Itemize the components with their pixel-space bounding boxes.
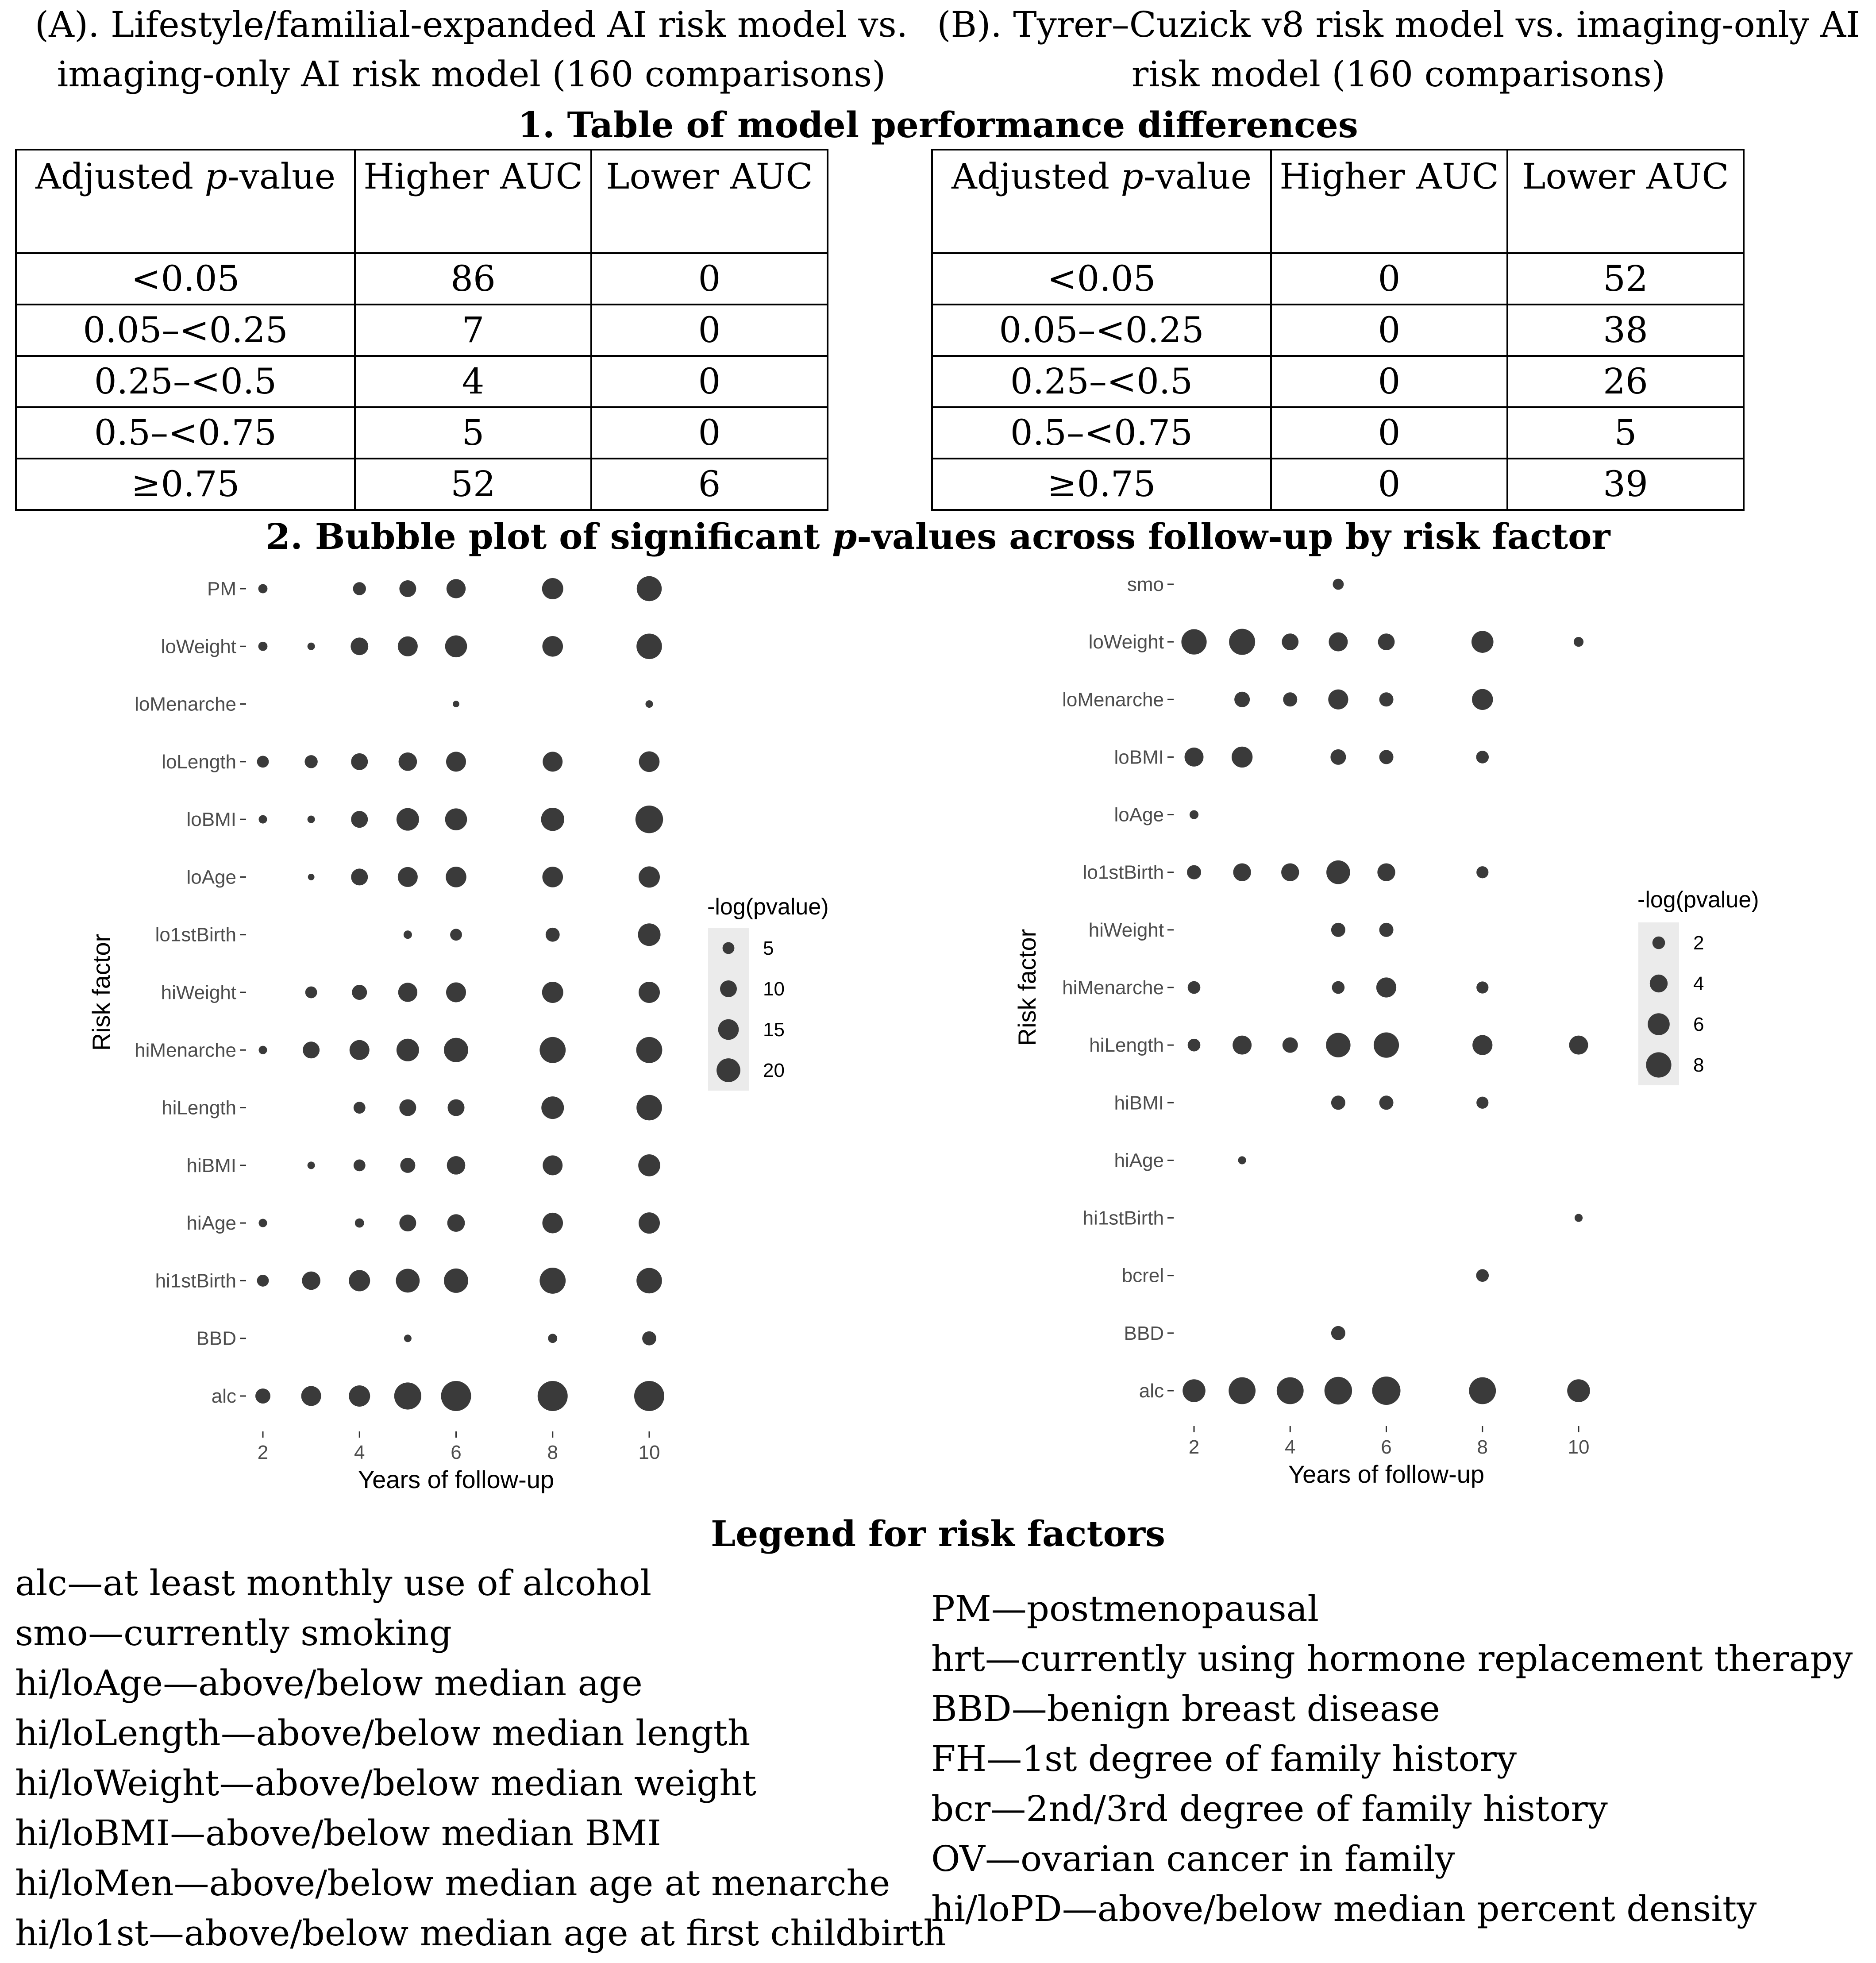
bubble-point <box>349 1270 370 1291</box>
y-tick-label: hiMenarche <box>1062 977 1164 999</box>
bubble-point <box>1233 864 1251 881</box>
lower-auc-cell: 26 <box>1507 356 1744 407</box>
size-legend-label: 8 <box>1693 1054 1704 1076</box>
pvalue-range-cell: 0.5–<0.75 <box>932 407 1271 459</box>
bubble-point <box>446 867 466 887</box>
table-row <box>16 407 828 459</box>
bubble-point <box>1472 1035 1492 1055</box>
bubble-point <box>1472 689 1493 710</box>
size-legend-bubble <box>1650 975 1668 992</box>
higher-auc-cell: 0 <box>1271 459 1507 510</box>
bubble-chart-a <box>0 562 934 1509</box>
bubble-point <box>542 636 563 657</box>
bubble-point <box>1190 810 1198 819</box>
bubble-point <box>646 700 653 708</box>
bubble-point <box>636 806 663 833</box>
legend-item: hi/loAge—above/below median age <box>15 1662 643 1704</box>
y-tick-label: bcrel <box>1121 1265 1164 1287</box>
x-tick-label: 6 <box>1381 1436 1392 1458</box>
table-row <box>932 305 1744 356</box>
bubble-point <box>450 929 462 941</box>
bubble-point <box>259 1219 267 1227</box>
header-adjusted-p: Adjusted p-value <box>932 150 1271 253</box>
bubble-point <box>350 1040 370 1060</box>
bubble-point <box>542 1213 563 1234</box>
header-higher-auc: Higher AUC <box>1271 150 1507 253</box>
bubble-point <box>445 808 467 830</box>
legend-item: BBD—benign breast disease <box>931 1688 1440 1729</box>
bubble-point <box>1331 1095 1345 1110</box>
y-tick-label: loAge <box>1114 804 1164 826</box>
pvalue-range-cell: <0.05 <box>932 253 1271 305</box>
bubble-point <box>448 1099 465 1116</box>
y-tick-label: alc <box>211 1385 236 1407</box>
bubble-point <box>258 584 268 594</box>
bubble-point <box>1229 1377 1256 1404</box>
bubble-point <box>447 1214 465 1232</box>
y-tick-label: loMenarche <box>135 693 236 715</box>
y-tick-label: hi1stBirth <box>155 1270 236 1292</box>
bubble-point <box>446 983 466 1003</box>
bubble-point <box>1238 1156 1246 1164</box>
bubble-point <box>353 582 366 595</box>
bubble-point <box>444 1269 468 1293</box>
pvalue-range-cell: ≥0.75 <box>932 459 1271 510</box>
bubble-point <box>308 874 315 880</box>
bubble-point <box>349 1385 370 1407</box>
legend-item: hi/lo1st—above/below median age at first childbirth <box>15 1913 946 1954</box>
bubble-point <box>1185 748 1204 767</box>
bubble-point <box>308 816 315 823</box>
header-lower-auc: Lower AUC <box>1507 150 1744 253</box>
higher-auc-cell: 5 <box>355 407 591 459</box>
legend-item: smo—currently smoking <box>15 1612 452 1654</box>
lower-auc-cell: 6 <box>591 459 828 510</box>
bubble-point <box>1183 1379 1206 1402</box>
y-tick-label: hiMenarche <box>135 1039 236 1061</box>
bubble-point <box>399 1215 416 1231</box>
bubble-point <box>1333 579 1344 590</box>
x-tick-label: 2 <box>257 1442 269 1463</box>
bubble-point <box>258 642 268 651</box>
bubble-point <box>399 1099 416 1116</box>
bubble-point <box>542 982 563 1003</box>
bubble-point <box>255 1388 270 1404</box>
bubble-point <box>1234 692 1250 707</box>
bubble-point <box>1379 923 1394 937</box>
bubble-point <box>1378 633 1395 650</box>
y-tick-label: loWeight <box>161 636 236 658</box>
bubble-point <box>1283 1037 1298 1053</box>
pvalue-range-cell: 0.25–<0.5 <box>932 356 1271 407</box>
y-tick-label: hiLength <box>1089 1034 1164 1057</box>
bubble-point <box>542 867 563 887</box>
lower-auc-cell: 39 <box>1507 459 1744 510</box>
bubble-point <box>543 1155 562 1175</box>
size-legend-label: 20 <box>763 1060 785 1081</box>
table-row <box>16 253 828 305</box>
table-header-row <box>16 150 828 253</box>
bubble-point <box>639 1212 660 1234</box>
bubble-point <box>1377 864 1395 881</box>
higher-auc-cell: 4 <box>355 356 591 407</box>
table-row <box>932 407 1744 459</box>
size-legend-title: -log(pvalue) <box>707 894 829 920</box>
bubble-point <box>541 808 564 831</box>
bubble-point <box>636 1268 662 1294</box>
lower-auc-cell: 52 <box>1507 253 1744 305</box>
bubble-point <box>1326 1033 1350 1057</box>
y-tick-label: lo1stBirth <box>155 924 236 946</box>
bubble-point <box>1379 692 1394 706</box>
size-legend-bubble <box>1648 1013 1670 1035</box>
y-tick-label: loBMI <box>186 809 236 831</box>
pvalue-range-cell: 0.25–<0.5 <box>16 356 355 407</box>
bubble-point <box>259 1046 267 1054</box>
bubble-point <box>447 579 466 598</box>
section-2-title: 2. Bubble plot of significant p-values across follow-up by risk factor <box>266 516 1610 557</box>
bubble-point <box>1277 1377 1304 1404</box>
pvalue-range-cell: 0.05–<0.25 <box>16 305 355 356</box>
bubble-point <box>1569 1036 1588 1055</box>
table-row <box>16 305 828 356</box>
bubble-point <box>543 752 562 771</box>
size-legend-bubble <box>717 1058 740 1082</box>
bubble-point <box>636 633 662 659</box>
higher-auc-cell: 86 <box>355 253 591 305</box>
y-tick-label: hi1stBirth <box>1082 1207 1164 1229</box>
bubble-point <box>1329 632 1348 652</box>
bubble-point <box>1331 1326 1345 1340</box>
table-row <box>16 356 828 407</box>
bubble-point <box>404 930 412 939</box>
bubble-point <box>398 636 418 656</box>
higher-auc-cell: 7 <box>355 305 591 356</box>
y-axis-title: Risk factor <box>1013 929 1041 1046</box>
performance-table-b <box>931 149 1745 511</box>
bubble-point <box>302 1272 320 1290</box>
bubble-point <box>1232 747 1252 767</box>
higher-auc-cell: 52 <box>355 459 591 510</box>
bubble-point <box>634 1381 664 1411</box>
header-adjusted-p: Adjusted p-value <box>16 150 355 253</box>
bubble-point <box>1328 690 1348 710</box>
size-legend-label: 5 <box>763 937 774 959</box>
bubble-point <box>638 1154 660 1176</box>
legend-left-list <box>15 1558 946 1958</box>
legend-item: bcr—2nd/3rd degree of family history <box>931 1788 1608 1829</box>
bubble-point <box>352 985 367 1000</box>
table-row <box>932 253 1744 305</box>
y-tick-label: hiAge <box>186 1212 236 1234</box>
bubble-point <box>354 1102 366 1114</box>
bubble-point <box>1567 1379 1590 1402</box>
bubble-point <box>304 755 317 768</box>
y-tick-label: BBD <box>1124 1322 1164 1344</box>
bubble-point <box>636 1095 662 1121</box>
bubble-point <box>639 752 660 772</box>
lower-auc-cell: 0 <box>591 356 828 407</box>
x-tick-label: 4 <box>354 1442 365 1463</box>
y-tick-label: hiBMI <box>1114 1092 1164 1114</box>
legend-item: hi/loWeight—above/below median weight <box>15 1762 757 1804</box>
lower-auc-cell: 0 <box>591 253 828 305</box>
y-tick-label: hiLength <box>162 1097 236 1119</box>
y-tick-label: loLength <box>162 751 236 773</box>
bubble-point <box>1330 749 1346 765</box>
bubble-point <box>1469 1377 1496 1404</box>
bubble-point <box>548 1334 557 1343</box>
panel-a-title: (A). Lifestyle/familial-expanded AI risk model vs. imaging-only AI risk model (160 comparisons) <box>35 4 908 95</box>
bubble-point <box>639 982 660 1003</box>
x-axis-title: Years of follow-up <box>1288 1460 1485 1488</box>
lower-auc-cell: 38 <box>1507 305 1744 356</box>
bubble-point <box>542 578 563 599</box>
performance-table-a <box>15 149 828 511</box>
bubble-point <box>1374 1033 1399 1058</box>
table-header-row <box>932 150 1744 253</box>
x-tick-label: 6 <box>451 1442 462 1463</box>
legend-item: hi/loMen—above/below median age at menarche <box>15 1863 890 1904</box>
legend-item: PM—postmenopausal <box>931 1588 1319 1629</box>
x-axis-title: Years of follow-up <box>358 1466 555 1493</box>
bubble-point <box>397 808 419 831</box>
bubble-point <box>1332 981 1345 994</box>
legend-item: hi/loLength—above/below median length <box>15 1712 751 1754</box>
pvalue-range-cell: <0.05 <box>16 253 355 305</box>
bubble-point <box>1476 866 1488 878</box>
bubble-point <box>636 1037 663 1063</box>
bubble-point <box>1379 1095 1394 1110</box>
bubble-point <box>444 1038 468 1062</box>
pvalue-range-cell: ≥0.75 <box>16 459 355 510</box>
bubble-point <box>1281 864 1299 881</box>
bubble-point <box>351 753 368 770</box>
bubble-point <box>539 1268 566 1294</box>
table-row <box>932 459 1744 510</box>
bubble-point <box>1575 1214 1583 1222</box>
header-lower-auc: Lower AUC <box>591 150 828 253</box>
bubble-point <box>1476 981 1488 993</box>
bubble-point <box>398 867 418 887</box>
bubble-point <box>1574 637 1583 647</box>
x-tick-label: 10 <box>638 1442 660 1463</box>
y-axis-title: Risk factor <box>87 933 115 1051</box>
size-legend-bubble <box>718 1019 739 1040</box>
table-row <box>932 356 1744 407</box>
bubble-point <box>1326 860 1350 884</box>
y-tick-label: smo <box>1127 574 1164 595</box>
pvalue-range-cell: 0.05–<0.25 <box>932 305 1271 356</box>
legend-item: OV—ovarian cancer in family <box>931 1838 1455 1879</box>
y-tick-label: PM <box>207 578 236 600</box>
lower-auc-cell: 5 <box>1507 407 1744 459</box>
bubble-point <box>308 1161 315 1169</box>
bubble-point <box>257 1275 269 1287</box>
x-tick-label: 8 <box>1477 1436 1488 1458</box>
bubble-point <box>539 1037 566 1063</box>
bubble-point <box>397 1039 419 1061</box>
higher-auc-cell: 0 <box>1271 305 1507 356</box>
bubble-point <box>1188 981 1201 994</box>
bubble-point <box>259 815 267 824</box>
size-legend-bubble <box>723 942 735 954</box>
bubble-point <box>1188 1039 1201 1052</box>
bubble-point <box>1372 1377 1401 1405</box>
x-tick-label: 4 <box>1285 1436 1296 1458</box>
size-legend-title: -log(pvalue) <box>1637 887 1759 913</box>
bubble-point <box>355 1219 364 1228</box>
y-tick-label: hiWeight <box>1088 919 1164 941</box>
legend-item: hi/loBMI—above/below median BMI <box>15 1813 661 1854</box>
bubble-point <box>453 701 459 707</box>
table-row <box>16 459 828 510</box>
bubble-point <box>447 1156 466 1175</box>
size-legend-label: 2 <box>1693 932 1704 954</box>
y-tick-label: loBMI <box>1114 746 1164 768</box>
bubble-point <box>257 756 269 767</box>
bubble-chart-b <box>929 562 1876 1509</box>
higher-auc-cell: 0 <box>1271 356 1507 407</box>
bubble-point <box>637 576 662 601</box>
section-1-title: 1. Table of model performance differences <box>518 104 1358 146</box>
bubble-point <box>1472 631 1494 653</box>
bubble-point <box>399 580 416 597</box>
y-tick-label: loMenarche <box>1062 689 1164 711</box>
size-legend-label: 15 <box>763 1019 785 1041</box>
bubble-point <box>301 1386 321 1406</box>
bubble-point <box>308 643 315 650</box>
size-legend-bubble <box>1646 1052 1671 1077</box>
size-legend-bubble <box>1653 937 1665 949</box>
bubble-point <box>1229 629 1255 655</box>
y-tick-label: loWeight <box>1088 631 1164 653</box>
pvalue-range-cell: 0.5–<0.75 <box>16 407 355 459</box>
panel-b-title: (B). Tyrer–Cuzick v8 risk model vs. imaging-only AI risk model (160 comparisons) <box>937 4 1860 95</box>
bubble-point <box>404 1334 412 1342</box>
bubble-point <box>538 1381 568 1411</box>
legend-item: alc—at least monthly use of alcohol <box>15 1562 652 1604</box>
size-legend-bubble <box>720 980 737 997</box>
bubble-point <box>1476 751 1489 764</box>
legend-item: hrt—currently using hormone replacement therapy <box>931 1638 1853 1679</box>
bubble-point <box>351 637 368 655</box>
y-tick-label: hiAge <box>1114 1149 1164 1172</box>
bubble-point <box>1282 633 1298 650</box>
lower-auc-cell: 0 <box>591 407 828 459</box>
bubble-point <box>1476 1269 1489 1282</box>
bubble-point <box>546 928 560 942</box>
bubble-point <box>1233 1036 1252 1055</box>
bubble-point <box>445 635 467 657</box>
bubble-point <box>1325 1377 1352 1404</box>
bubble-point <box>441 1381 471 1411</box>
y-tick-label: loAge <box>186 866 236 888</box>
y-tick-label: hiBMI <box>186 1154 236 1176</box>
lower-auc-cell: 0 <box>591 305 828 356</box>
higher-auc-cell: 0 <box>1271 407 1507 459</box>
bubble-point <box>396 1269 420 1293</box>
bubble-point <box>639 866 660 887</box>
y-tick-label: hiWeight <box>161 982 236 1003</box>
bubble-point <box>351 811 368 828</box>
bubble-point <box>303 1041 320 1058</box>
bubble-point <box>398 983 417 1002</box>
x-tick-label: 10 <box>1568 1436 1590 1458</box>
higher-auc-cell: 0 <box>1271 253 1507 305</box>
bubble-point <box>305 987 317 999</box>
x-tick-label: 2 <box>1188 1436 1200 1458</box>
y-tick-label: BBD <box>196 1327 236 1350</box>
bubble-point <box>446 752 466 771</box>
size-legend-label: 10 <box>763 978 785 1000</box>
header-higher-auc: Higher AUC <box>355 150 591 253</box>
bubble-point <box>638 923 661 946</box>
legend-item: FH—1st degree of family history <box>931 1738 1517 1779</box>
y-tick-label: lo1stBirth <box>1082 861 1164 883</box>
bubble-point <box>1187 865 1201 879</box>
bubble-point <box>1376 977 1396 997</box>
bubble-point <box>1283 692 1297 706</box>
legend-title: Legend for risk factors <box>710 1513 1166 1554</box>
bubble-point <box>1476 1097 1488 1109</box>
bubble-point <box>1331 923 1345 937</box>
bubble-point <box>1379 750 1394 764</box>
bubble-point <box>541 1096 564 1119</box>
bubble-point <box>400 1158 415 1173</box>
x-tick-label: 8 <box>547 1442 558 1463</box>
bubble-point <box>351 868 368 885</box>
bubble-point <box>399 752 417 771</box>
legend-item: hi/loPD—above/below median percent density <box>931 1888 1757 1929</box>
y-tick-label: alc <box>1139 1380 1164 1402</box>
size-legend-label: 6 <box>1693 1014 1704 1035</box>
bubble-point <box>642 1331 656 1346</box>
bubble-point <box>1181 629 1206 655</box>
bubble-point <box>354 1159 366 1171</box>
size-legend-label: 4 <box>1693 973 1704 995</box>
bubble-point <box>394 1382 421 1409</box>
legend-right-list <box>931 1584 1853 1934</box>
